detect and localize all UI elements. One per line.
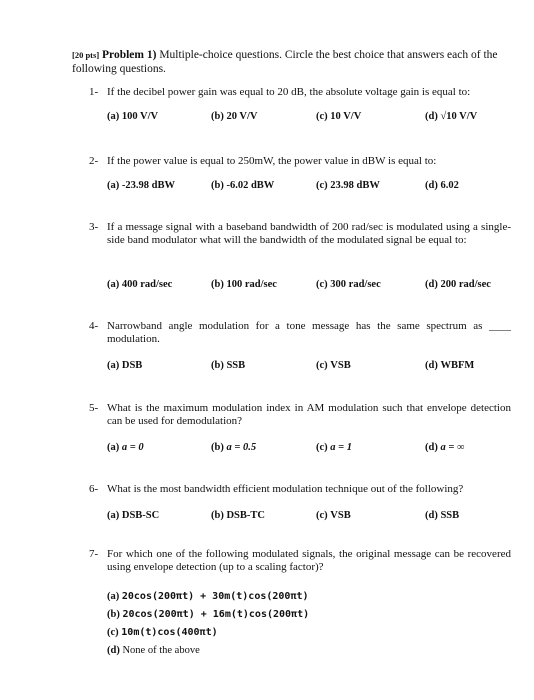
- options-q4: [107, 360, 517, 374]
- option-b[interactable]: (b) 100 rad/sec: [211, 279, 277, 290]
- option-d[interactable]: (d) √10 V/V: [425, 111, 478, 122]
- question-1: [89, 86, 511, 99]
- option-b[interactable]: (b) 20cos(200πt) + 16m(t)cos(200πt): [107, 609, 310, 620]
- option-d[interactable]: (d) a = ∞: [425, 442, 465, 453]
- option-d[interactable]: (d) WBFM: [425, 360, 475, 371]
- options-q3: [107, 279, 517, 293]
- option-b[interactable]: (b) 20 V/V: [211, 111, 258, 122]
- options-q7: [107, 588, 487, 660]
- options-q6: [107, 510, 517, 524]
- option-a[interactable]: (a) DSB: [107, 360, 143, 371]
- option-a[interactable]: (a) 100 V/V: [107, 111, 159, 122]
- options-q1: [107, 111, 517, 125]
- option-a[interactable]: (a) 400 rad/sec: [107, 279, 173, 290]
- options-q5: [107, 442, 517, 456]
- question-text: What is the most bandwidth efficient modulation technique out of the following?: [107, 483, 464, 495]
- option-d[interactable]: (d) 6.02: [425, 180, 459, 191]
- option-a[interactable]: (a) a = 0: [107, 442, 144, 453]
- option-a[interactable]: (a) 20cos(200πt) + 30m(t)cos(200πt): [107, 591, 309, 602]
- option-b[interactable]: (b) SSB: [211, 360, 246, 371]
- points-label: [20 pts]: [72, 50, 100, 60]
- question-number: 4-: [89, 320, 99, 332]
- question-number: 1-: [89, 86, 99, 98]
- question-number: 7-: [89, 548, 99, 560]
- question-7: [89, 548, 511, 574]
- option-a[interactable]: (a) -23.98 dBW: [107, 180, 175, 191]
- question-text: If a message signal with a baseband bandwidth of 200 rad/sec is modulated using a single-side band modulator what will the bandwidth of the modulated signal be equal to:: [107, 221, 511, 246]
- option-b[interactable]: (b) DSB-TC: [211, 510, 265, 521]
- option-c[interactable]: (c) VSB: [316, 360, 351, 371]
- question-6: [89, 483, 511, 496]
- problem-instruction: Multiple-choice questions. Circle the best choice that answers each of the following questions.: [72, 49, 498, 75]
- option-c[interactable]: (c) 10m(t)cos(400πt): [107, 627, 218, 638]
- option-d[interactable]: (d) SSB: [425, 510, 460, 521]
- option-c[interactable]: (c) 10 V/V: [316, 111, 362, 122]
- question-text: What is the maximum modulation index in AM modulation such that envelope detection can be used for demodulation?: [107, 402, 511, 427]
- options-q2: [107, 180, 517, 194]
- question-text: Narrowband angle modulation for a tone message has the same spectrum as ____ modulation.: [107, 320, 511, 345]
- option-c[interactable]: (c) 23.98 dBW: [316, 180, 380, 191]
- question-number: 2-: [89, 155, 99, 167]
- option-d[interactable]: (d) 200 rad/sec: [425, 279, 491, 290]
- question-number: 5-: [89, 402, 99, 414]
- question-text: For which one of the following modulated signals, the original message can be recovered using envelope detection (up to a scaling factor)?: [107, 548, 511, 573]
- question-number: 6-: [89, 483, 99, 495]
- question-4: [89, 320, 511, 346]
- question-3: [89, 221, 511, 247]
- option-b[interactable]: (b) -6.02 dBW: [211, 180, 275, 191]
- option-d[interactable]: (d) None of the above: [107, 645, 200, 656]
- question-5: [89, 402, 511, 428]
- problem-title: Problem 1): [102, 49, 157, 61]
- question-2: [89, 155, 511, 168]
- option-b[interactable]: (b) a = 0.5: [211, 442, 257, 453]
- question-number: 3-: [89, 221, 99, 233]
- question-text: If the power value is equal to 250mW, the power value in dBW is equal to:: [107, 155, 437, 167]
- option-a[interactable]: (a) DSB-SC: [107, 510, 160, 521]
- question-text: If the decibel power gain was equal to 20 dB, the absolute voltage gain is equal to:: [107, 86, 471, 98]
- option-c[interactable]: (c) a = 1: [316, 442, 353, 453]
- option-c[interactable]: (c) VSB: [316, 510, 351, 521]
- problem-header: [72, 48, 512, 76]
- option-c[interactable]: (c) 300 rad/sec: [316, 279, 381, 290]
